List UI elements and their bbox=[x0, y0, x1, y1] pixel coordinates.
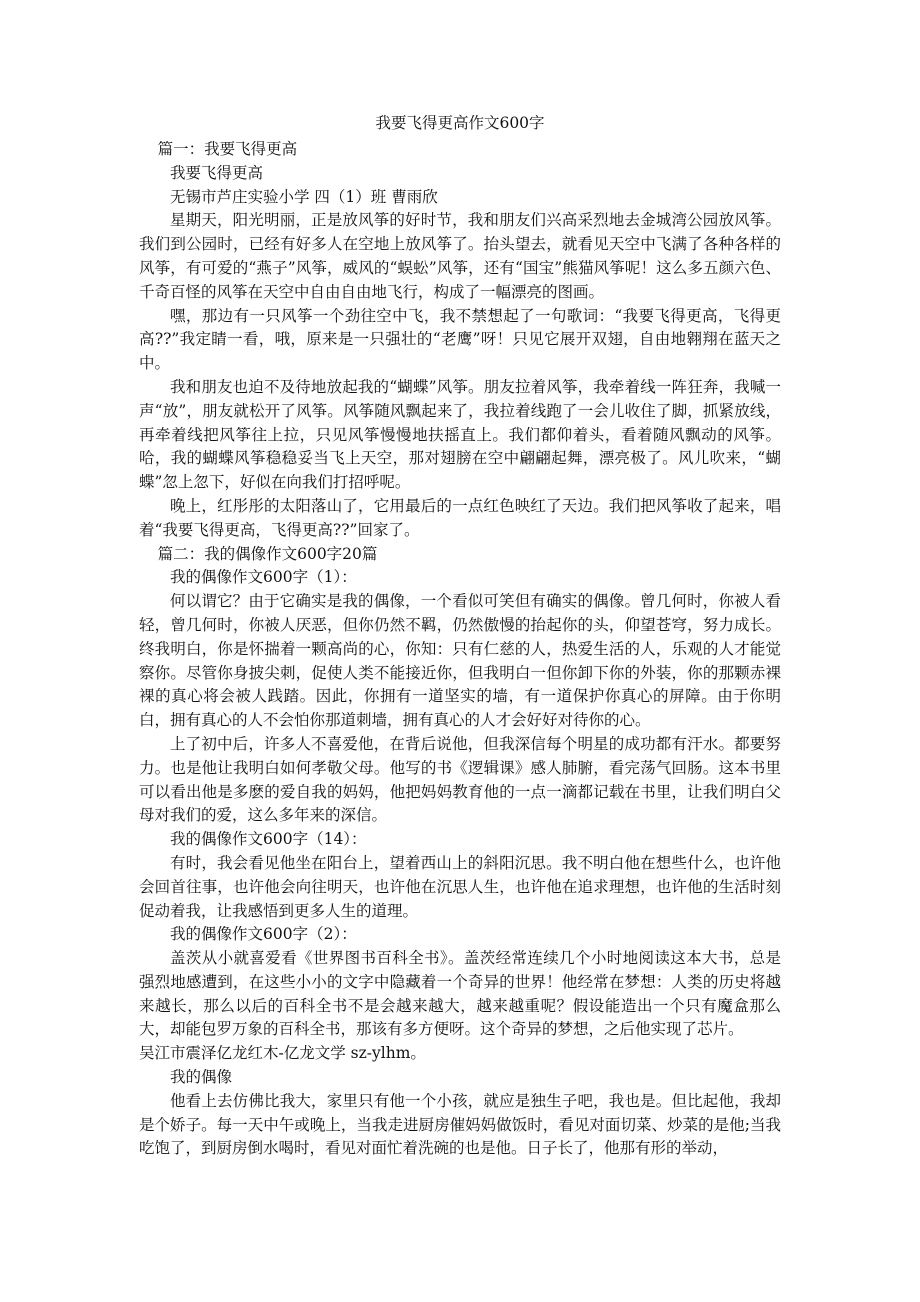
sub-heading: 我的偶像 bbox=[170, 1068, 233, 1087]
paragraph: 盖茨从小就喜爱看《世界图书百科全书》。盖茨经常连续几个小时地阅读这本大书，总是强烈地感遭到，在这些小小的文字中隐藏着一个奇异的世界！他经常在梦想：人类的历史将越来越长，那么以后的百科全书不是会越来越大，越来越重呢？假设能造出一个只有魔盒那么大，却能包罗万象的百科全书，那该有多方便呀。这个奇异的梦想，之后他实现了芯片。 bbox=[139, 949, 781, 1039]
paragraph: 有时，我会看见他坐在阳台上，望着西山上的斜阳沉思。我不明白他在想些什么，也许他会回首往事，也许他会向往明天，也许他在沉思人生，也许他在追求理想，也许他的生活时刻促动着我，让我感悟到更多人生的道理。 bbox=[139, 853, 781, 920]
document-title: 我要飞得更高作文600字 bbox=[375, 114, 545, 132]
sub-heading: 我的偶像作文600字（14）： bbox=[170, 830, 367, 849]
author-line: 无锡市芦庄实验小学 四（1）班 曹雨欣 bbox=[170, 187, 438, 206]
paragraph: 嘿，那边有一只风筝一个劲往空中飞，我不禁想起了一句歌词：“我要飞得更高，飞得更高??”我定睛一看，哦，原来是一只强壮的“老鹰”呀！只见它展开双翅，自由地翱翔在蓝天之中。 bbox=[139, 306, 781, 373]
document-page bbox=[139, 112, 781, 1161]
paragraph: 我和朋友也迫不及待地放起我的“蝴蝶”风筝。朋友拉着风筝，我牵着线一阵狂奔，我喊一声“放”，朋友就松开了风筝。风筝随风飘起来了，我拉着线跑了一会儿收住了脚，抓紧放线，再牵着线把风筝往上拉，只见风筝慢慢地扶摇直上。我们都仰着头，看着随风飘动的风筝。哈，我的蝴蝶风筝稳稳妥当飞上天空，那对翅膀在空中翩翩起舞，漂亮极了。风儿吹来，“蝴蝶”忽上忽下，好似在向我们打招呼呢。 bbox=[139, 377, 781, 492]
section-subtitle-1: 我要飞得更高 bbox=[170, 163, 264, 182]
paragraph: 上了初中后，许多人不喜爱他，在背后说他，但我深信每个明星的成功都有汗水。都要努力。也是他让我明白如何孝敬父母。他写的书《逻辑课》感人肺腑，看完荡气回肠。这本书里可以看出他是多麽的爱自我的妈妈，他把妈妈教育他的一点一滴都记载在书里，让我们明白父母对我们的爱，这么多年来的深信。 bbox=[139, 734, 781, 825]
paragraph: 星期天，阳光明丽，正是放风筝的好时节，我和朋友们兴高采烈地去金城湾公园放风筝。我们到公园时，已经有好多人在空地上放风筝了。抬头望去，就看见天空中飞满了各种各样的风筝，有可爱的“燕子”风筝，威风的“蜈蚣”风筝，还有“国宝”熊猫风筝呢！这么多五颜六色、千奇百怪的风筝在天空中自由自由地飞行，构成了一幅漂亮的图画。 bbox=[139, 211, 781, 301]
section-heading-2: 篇二：我的偶像作文600字20篇 bbox=[157, 544, 378, 563]
paragraph: 他看上去仿佛比我大，家里只有他一个小孩，就应是独生子吧，我也是。但比起他，我却是个娇子。每一天中午或晚上，当我走进厨房催妈妈做饭时，看见对面切菜、炒菜的是他;当我吃饱了，到厨房倒水喝时，看见对面忙着洗碗的也是他。日子长了，他那有形的举动， bbox=[139, 1091, 781, 1158]
paragraph: 晚上，红彤彤的太阳落山了，它用最后的一点红色映红了天边。我们把风筝收了起来，唱着“我要飞得更高，飞得更高??”回家了。 bbox=[139, 496, 781, 539]
paragraph: 何以谓它？由于它确实是我的偶像，一个看似可笑但有确实的偶像。曾几何时，你被人看轻，曾几何时，你被人厌恶，但你仍然不羁，仍然傲慢的抬起你的头，仰望苍穹，努力成长。终我明白，你是怀揣着一颗高尚的心，你知：只有仁慈的人，热爱生活的人，乐观的人才能觉察你。尽管你身披尖刺，促使人类不能接近你，但我明白一但你卸下你的外装，你的那颗赤裸裸的真心将会被人践踏。因此，你拥有一道坚实的墙，有一道保护你真心的屏障。由于你明白，拥有真心的人不会怕你那道刺墙，拥有真心的人才会好好对待你的心。 bbox=[139, 592, 781, 730]
section-heading-1: 篇一：我要飞得更高 bbox=[157, 140, 298, 158]
sub-heading: 我的偶像作文600字（2）： bbox=[170, 925, 357, 944]
paragraph-tail: 吴江市震泽亿龙红木-亿龙文学 sz-ylhm。 bbox=[139, 1044, 426, 1063]
sub-heading: 我的偶像作文600字（1）： bbox=[170, 568, 357, 587]
